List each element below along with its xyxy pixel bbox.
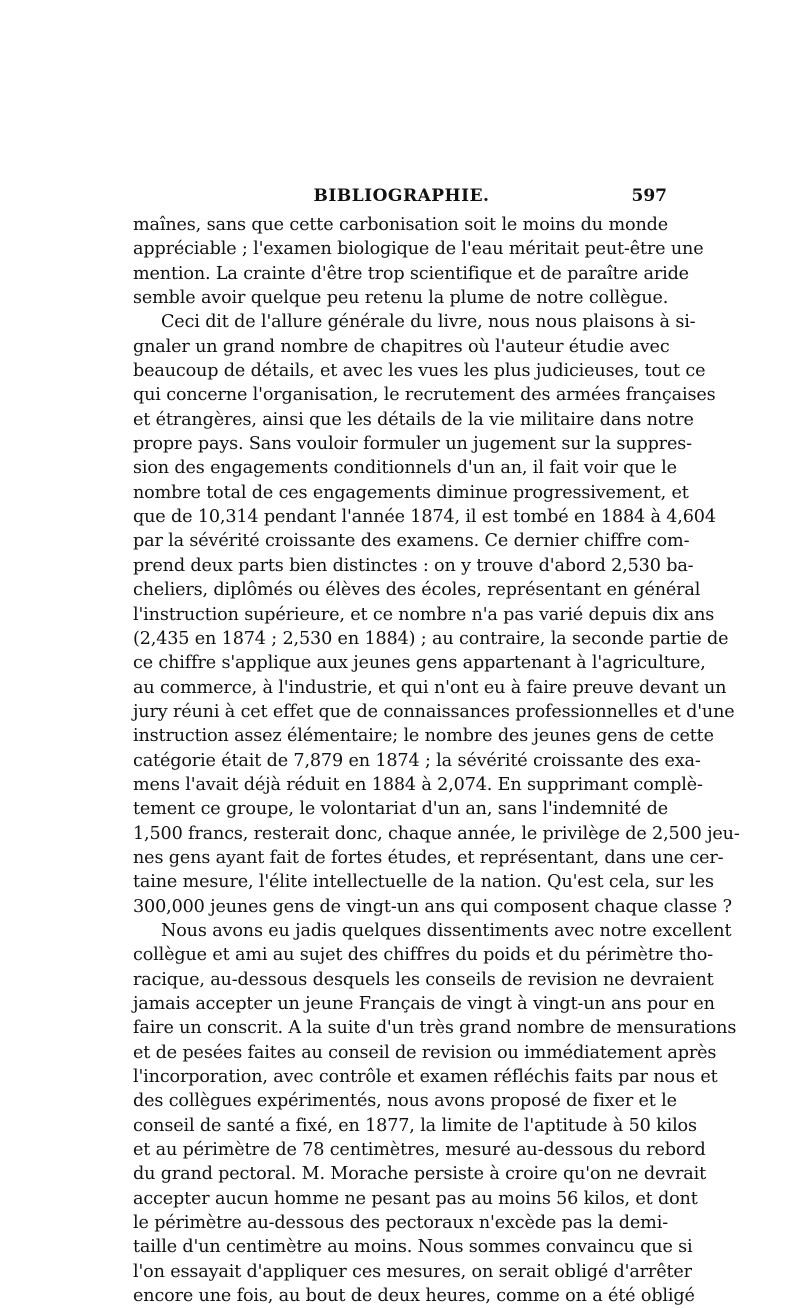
text-line: des collègues expérimentés, nous avons proposé de fixer et le xyxy=(133,1091,677,1112)
text-line: Nous avons eu jadis quelques dissentiments avec notre excellent xyxy=(161,920,732,941)
text-line: nes gens ayant fait de fortes études, et représentant, dans une cer- xyxy=(133,847,724,868)
text-line: encore une fois, au bout de deux heures, comme on a été obligé xyxy=(133,1286,695,1307)
text-line: collègue et ami au sujet des chiffres du poids et du périmètre tho- xyxy=(133,945,714,966)
text-line: (2,435 en 1874 ; 2,530 en 1884) ; au contraire, la seconde partie de xyxy=(133,628,729,649)
text-line: taille d'un centimètre au moins. Nous sommes convaincu que si xyxy=(133,1237,693,1258)
text-line: ce chiffre s'applique aux jeunes gens appartenant à l'agriculture, xyxy=(133,653,706,674)
text-line: par la sévérité croissante des examens. Ce dernier chiffre com- xyxy=(133,531,690,552)
text-line: gnaler un grand nombre de chapitres où l'auteur étudie avec xyxy=(133,336,670,357)
text-line: du grand pectoral. M. Morache persiste à croire qu'on ne devrait xyxy=(133,1164,707,1185)
text-line: 1,500 francs, resterait donc, chaque année, le privilège de 2,500 jeu- xyxy=(133,823,740,844)
text-line: sion des engagements conditionnels d'un an, il fait voir que le xyxy=(133,458,677,479)
text-line: instruction assez élémentaire; le nombre des jeunes gens de cette xyxy=(133,726,714,747)
text-line: accepter aucun homme ne pesant pas au moins 56 kilos, et dont xyxy=(133,1188,698,1209)
running-head: BIBLIOGRAPHIE. xyxy=(313,186,490,206)
text-line: faire un conscrit. A la suite d'un très grand nombre de mensurations xyxy=(133,1018,737,1039)
text-line: que de 10,314 pendant l'année 1874, il est tombé en 1884 à 4,604 xyxy=(133,507,716,528)
text-line: mention. La crainte d'être trop scientifique et de paraître aride xyxy=(133,263,689,284)
text-line: l'instruction supérieure, et ce nombre n'a pas varié depuis dix ans xyxy=(133,604,715,625)
text-line: taine mesure, l'élite intellectuelle de la nation. Qu'est cela, sur les xyxy=(133,872,714,893)
text-line: beaucoup de détails, et avec les vues les plus judicieuses, tout ce xyxy=(133,361,706,382)
text-line: l'incorporation, avec contrôle et examen réfléchis faits par nous et xyxy=(133,1067,718,1088)
text-line: jamais accepter un jeune Français de vingt à vingt-un ans pour en xyxy=(133,994,715,1014)
text-line: et étrangères, ainsi que les détails de la vie militaire dans notre xyxy=(133,409,694,430)
text-line: jury réuni à cet effet que de connaissances professionnelles et d'une xyxy=(133,701,735,722)
text-line: Ceci dit de l'allure générale du livre, nous nous plaisons à si- xyxy=(161,312,696,333)
text-line: 300,000 jeunes gens de vingt-un ans qui composent chaque classe ? xyxy=(133,896,732,917)
text-line: et de pesées faites au conseil de revision ou immédiatement après xyxy=(133,1042,717,1063)
text-line: au commerce, à l'industrie, et qui n'ont eu à faire preuve devant un xyxy=(133,677,727,698)
text-line: tement ce groupe, le volontariat d'un an, sans l'indemnité de xyxy=(133,799,668,820)
text-line: cheliers, diplômés ou élèves des écoles, représentant en général xyxy=(133,580,701,601)
text-line: mens l'avait déjà réduit en 1884 à 2,074. En supprimant complè- xyxy=(133,774,703,795)
text-line: conseil de santé a fixé, en 1877, la limite de l'aptitude à 50 kilos xyxy=(133,1115,697,1136)
text-line: maînes, sans que cette carbonisation soit le moins du monde xyxy=(133,215,668,235)
text-line: et au périmètre de 78 centimètres, mesuré au-dessous du rebord xyxy=(133,1140,706,1161)
page-header xyxy=(136,186,667,208)
text-line: catégorie était de 7,879 en 1874 ; la sévérité croissante des exa- xyxy=(133,750,701,771)
text-line: nombre total de ces engagements diminue progressivement, et xyxy=(133,482,689,503)
text-line: qui concerne l'organisation, le recrutement des armées françaises xyxy=(133,385,716,406)
text-line: prend deux parts bien distinctes : on y trouve d'abord 2,530 ba- xyxy=(133,555,694,576)
text-line: propre pays. Sans vouloir formuler un jugement sur la suppres- xyxy=(133,434,692,455)
text-line: le périmètre au-dessous des pectoraux n'excède pas la demi- xyxy=(133,1213,668,1234)
body-text xyxy=(133,213,740,1308)
text-line: appréciable ; l'examen biologique de l'eau méritait peut-être une xyxy=(133,239,704,260)
page-number: 597 xyxy=(631,186,667,206)
text-line: racique, au-dessous desquels les conseils de revision ne devraient xyxy=(133,969,714,990)
text-line: l'on essayait d'appliquer ces mesures, on serait obligé d'arrêter xyxy=(133,1261,692,1282)
text-line: semble avoir quelque peu retenu la plume de notre collègue. xyxy=(133,288,669,309)
